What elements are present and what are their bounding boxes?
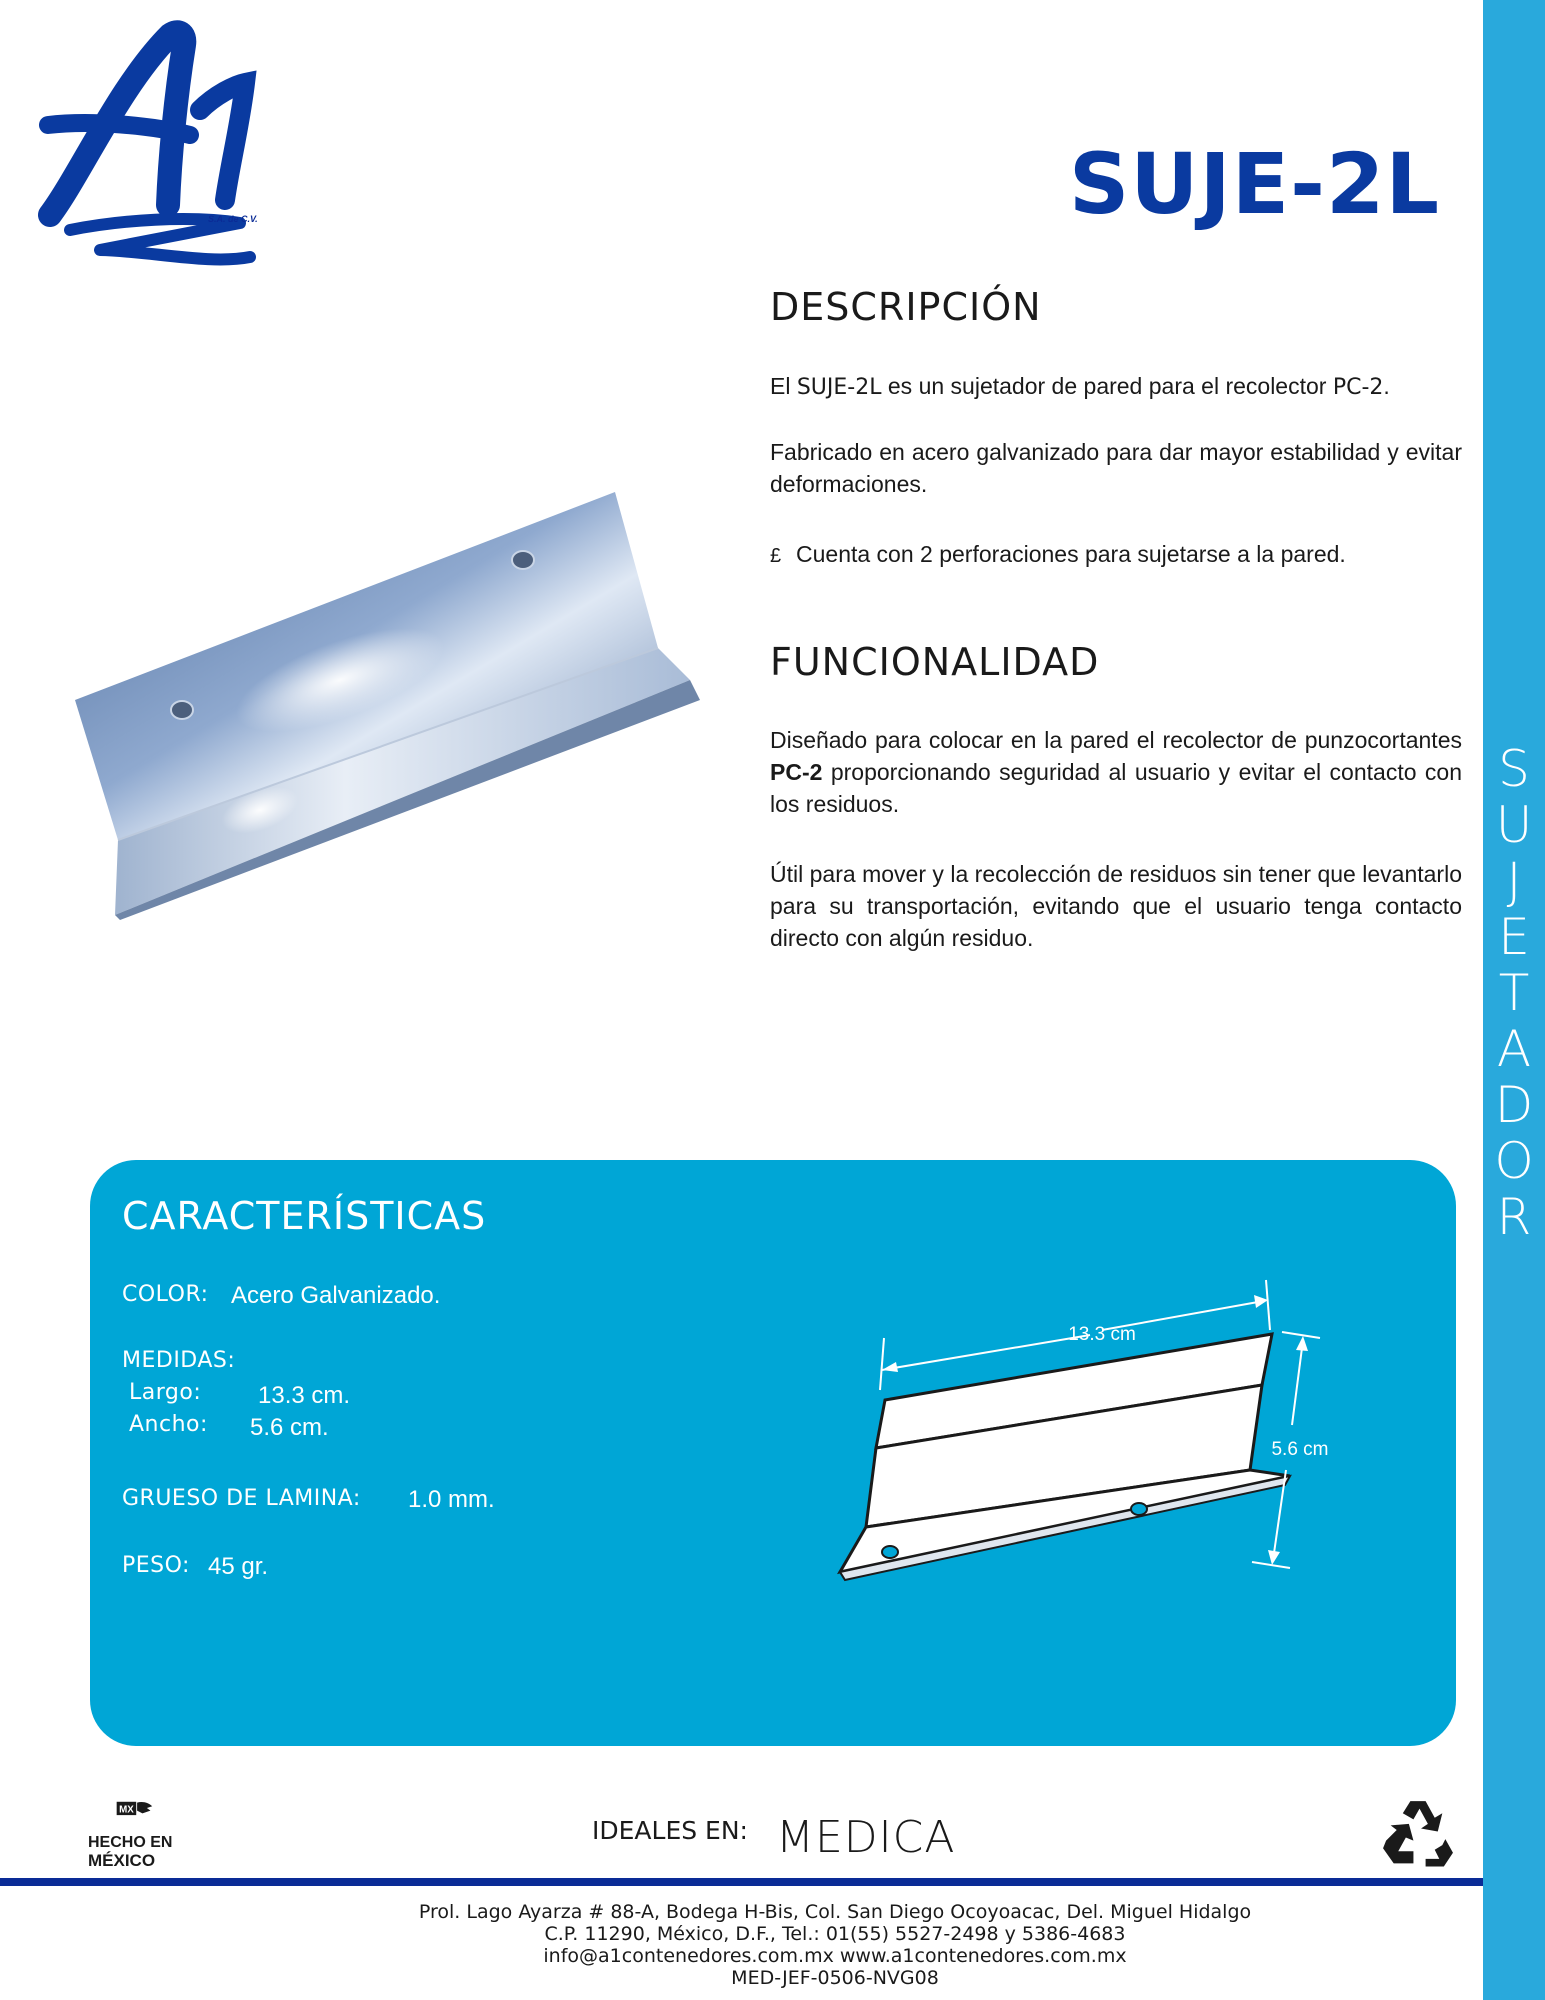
sidebar-letter: R [1496,1188,1532,1246]
color-value: Acero Galvanizado. [231,1282,441,1309]
width-value: 5.6 cm. [250,1414,329,1441]
description-material: Fabricado en acero galvanizado para dar mayor estabilidad y evitar deformaciones. [770,439,1462,497]
recycle-icon [1380,1795,1456,1871]
description-bullet [770,538,1462,572]
weight-value: 45 gr. [208,1553,269,1580]
description-intro [770,370,1462,404]
intro-prefix: El [770,373,791,399]
diagram-width-label: 5.6 cm [1271,1439,1329,1460]
product-code: SUJE-2L [1068,135,1440,233]
sidebar-letter: T [1498,964,1530,1022]
length-label: Largo: [129,1380,202,1405]
characteristics-title: CARACTERÍSTICAS [122,1194,487,1238]
diagram-length-label: 13.3 cm [1068,1324,1136,1345]
sidebar-letter: D [1494,1076,1534,1134]
footer-web: info@a1contenedores.com.mx www.a1contenedores.com.mx [543,1945,1127,1967]
thickness-label: GRUESO DE LAMINA: [122,1486,361,1511]
weight-label: PESO: [122,1553,190,1578]
side-bar [1483,0,1545,2000]
ideal-label: IDEALES EN: [592,1816,748,1845]
description-title: DESCRIPCIÓN [770,285,1042,329]
thickness-value: 1.0 mm. [408,1486,495,1513]
footer-doc-code: MED-JEF-0506-NVG08 [731,1967,939,1989]
sidebar-letter: E [1498,908,1530,966]
footer-rule [0,1878,1483,1886]
functionality-p1 [770,724,1462,820]
footer-address: Prol. Lago Ayarza # 88-A, Bodega H-Bis, Col. San Diego Ocoyoacac, Del. Miguel Hidalgo [418,1901,1252,1923]
company-logo [40,25,280,285]
made-in-line2: MÉXICO [88,1851,156,1870]
p1-code: PC-2 [770,759,823,785]
sidebar-letter: U [1495,796,1533,854]
product-photo [60,480,740,920]
intro-code: SUJE-2L [796,375,882,400]
width-label: Ancho: [129,1412,208,1437]
intro-target: PC-2 [1332,375,1384,400]
footer-contact: C.P. 11290, México, D.F., Tel.: 01(55) 5527-2498 y 5386-4683 [544,1923,1126,1945]
p1-suffix: proporcionando seguridad al usuario y evitar el contacto con los residuos. [770,759,1463,817]
mx-badge: MX [119,1804,134,1816]
sidebar-letter: O [1494,1132,1534,1190]
length-value: 13.3 cm. [258,1382,351,1409]
intro-mid: es un sujetador de pared para el recolector [887,373,1327,399]
company-suffix: S.A. de C.V. [208,214,258,224]
measures-label: MEDIDAS: [122,1348,236,1373]
characteristics-panel [90,1160,1456,1746]
sidebar-letter: S [1498,740,1530,798]
ideal-value: MEDICA [776,1812,956,1863]
sidebar-letter: J [1506,852,1522,910]
bullet-glyph: £ [770,545,782,567]
p1-prefix: Diseñado para colocar en la pared el recolector de punzocortantes [770,727,1462,753]
color-label: COLOR: [122,1282,209,1307]
bullet-text: Cuenta con 2 perforaciones para sujetarse a la pared. [796,541,1346,567]
sidebar-letter: A [1496,1020,1532,1078]
functionality-p2: Útil para mover y la recolección de residuos sin tener que levantarlo para su transportación, evitando que el usuario tenga contacto directo con algún residuo. [770,861,1462,951]
intro-suffix: . [1383,373,1390,399]
dimension-diagram [790,1280,1329,1700]
made-in-line1: HECHO EN [88,1834,173,1851]
functionality-title: FUNCIONALIDAD [770,640,1100,684]
